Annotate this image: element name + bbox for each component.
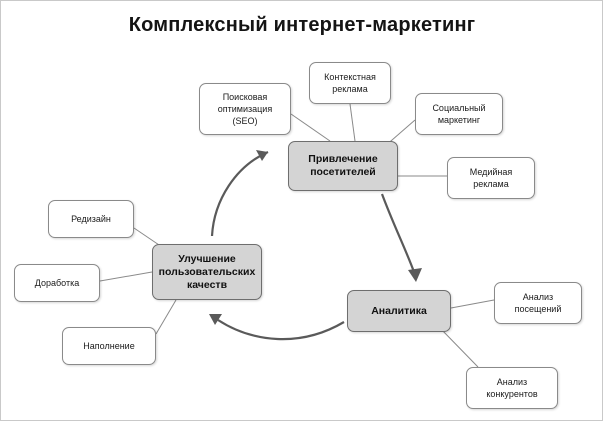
node-label: Анализ посещений bbox=[514, 292, 562, 314]
node-label: Социальный маркетинг bbox=[432, 103, 486, 125]
page-title: Комплексный интернет-маркетинг bbox=[128, 14, 476, 36]
node-social[interactable] bbox=[415, 93, 503, 135]
rework-to-improve bbox=[100, 272, 152, 281]
context-to-attract bbox=[350, 104, 355, 141]
node-label: Наполнение bbox=[83, 341, 135, 351]
node-context[interactable] bbox=[309, 62, 391, 104]
node-redesign[interactable] bbox=[48, 200, 134, 238]
attract-to-analytics-arrow bbox=[382, 194, 422, 282]
node-media[interactable] bbox=[447, 157, 535, 199]
competitors-to-analytics bbox=[440, 328, 478, 367]
node-improve[interactable] bbox=[152, 244, 262, 300]
node-content[interactable] bbox=[62, 327, 156, 365]
node-label: Анализ конкурентов bbox=[486, 377, 538, 399]
seo-to-attract bbox=[291, 114, 330, 141]
node-label: Улучшение пользовательских качеств bbox=[158, 252, 256, 291]
node-analytics[interactable] bbox=[347, 290, 451, 332]
node-label: Медийная реклама bbox=[469, 167, 513, 189]
node-label: Доработка bbox=[34, 278, 80, 288]
analytics-to-improve-arrow bbox=[209, 314, 344, 339]
node-label: Поисковая оптимизация (SEO) bbox=[217, 92, 273, 126]
content-to-improve bbox=[156, 300, 176, 334]
improve-to-attract-arrow bbox=[212, 150, 268, 236]
node-seo[interactable] bbox=[199, 83, 291, 135]
node-label: Редизайн bbox=[71, 214, 111, 224]
node-visits[interactable] bbox=[494, 282, 582, 324]
node-attract[interactable] bbox=[288, 141, 398, 191]
node-label: Контекстная реклама bbox=[324, 72, 376, 94]
node-label: Привлечение посетителей bbox=[308, 153, 378, 178]
node-competitors[interactable] bbox=[466, 367, 558, 409]
visits-to-analytics bbox=[451, 300, 494, 308]
node-label: Аналитика bbox=[371, 304, 427, 317]
node-rework[interactable] bbox=[14, 264, 100, 302]
